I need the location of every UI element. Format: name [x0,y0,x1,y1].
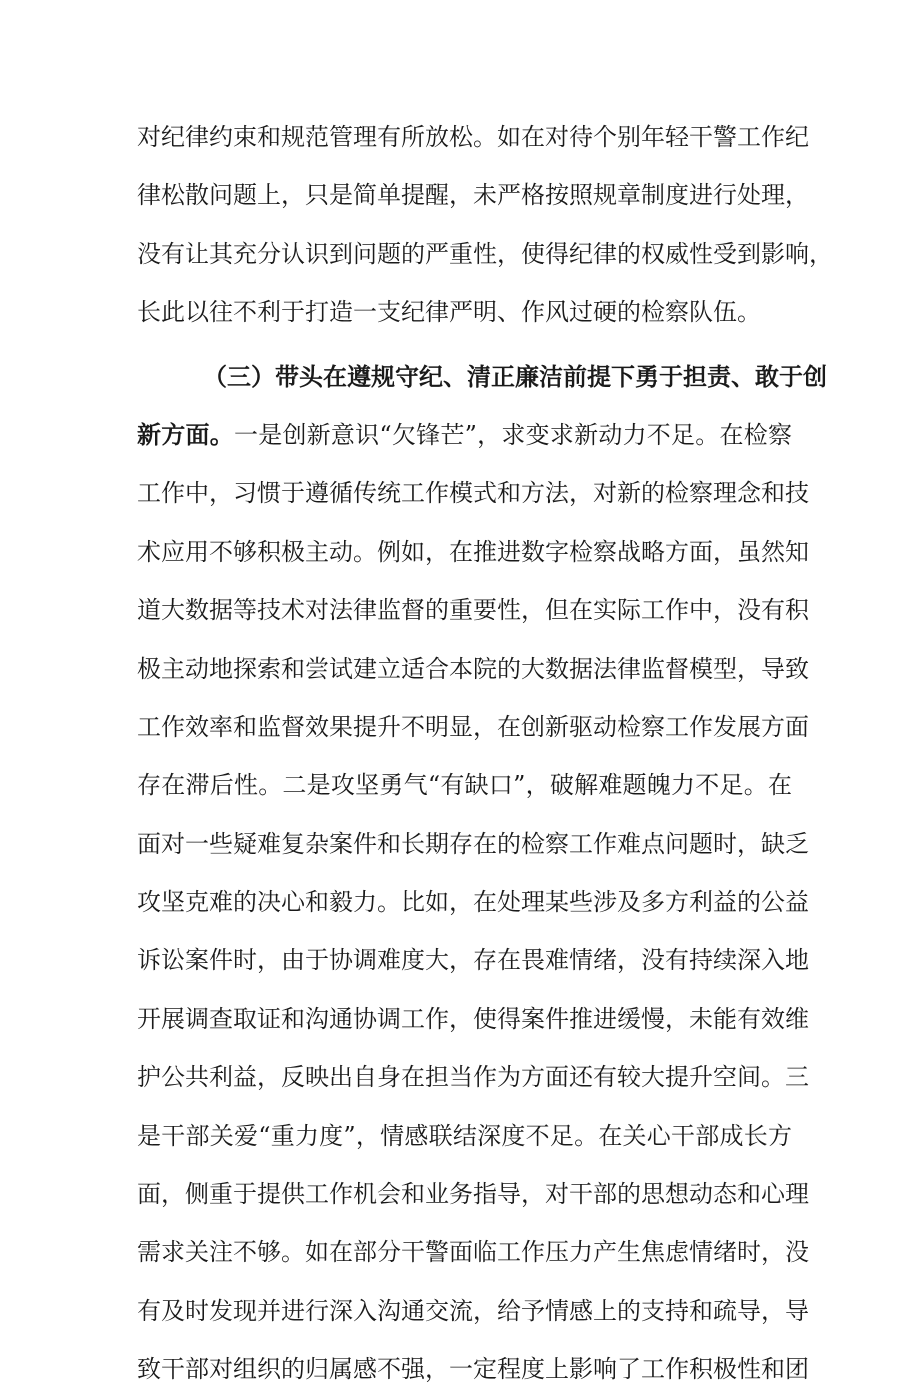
text-line: 面，侧重于提供工作机会和业务指导，对干部的思想动态和心理 [137,1180,809,1209]
text-line: 工作效率和监督效果提升不明显，在创新驱动检察工作发展方面 [137,712,809,741]
text-line: 有及时发现并进行深入沟通交流，给予情感上的支持和疏导，导 [137,1296,809,1325]
text-line: 长此以往不利于打造一支纪律严明、作风过硬的检察队伍。 [137,298,761,327]
text-line: 道大数据等技术对法律监督的重要性，但在实际工作中，没有积 [137,596,809,625]
text-line: 需求关注不够。如在部分干警面临工作压力产生焦虑情绪时，没 [137,1238,809,1267]
text-line: 面对一些疑难复杂案件和长期存在的检察工作难点问题时，缺乏 [137,829,809,858]
text-line: 存在滞后性。二是攻坚勇气“有缺口”，破解难题魄力不足。在 [137,771,792,800]
section-heading: （三）带头在遵规守纪、清正廉洁前提下勇于担责、敢于创 [203,361,827,391]
text-line: 护公共利益，反映出自身在担当作为方面还有较大提升空间。三 [137,1063,809,1092]
text-line: 攻坚克难的决心和毅力。比如，在处理某些涉及多方利益的公益 [137,888,809,917]
text-line: 极主动地探索和尝试建立适合本院的大数据法律监督模型，导致 [137,654,809,683]
document-page [137,108,833,1399]
text-line: 没有让其充分认识到问题的严重性，使得纪律的权威性受到影响， [137,239,833,268]
text-line: 是干部关爱“重力度”，情感联结深度不足。在关心干部成长方 [137,1121,792,1150]
text-line: 对纪律约束和规范管理有所放松。如在对待个别年轻干警工作纪 [137,123,809,151]
text-line: 律松散问题上，只是简单提醒，未严格按照规章制度进行处理， [137,181,809,210]
text-line: 致干部对组织的归属感不强，一定程度上影响了工作积极性和团 [137,1355,809,1384]
text-line [137,406,792,464]
paragraph-discipline [137,108,833,342]
text-run: 一是创新意识“欠锋芒”，求变求新动力不足。在检察 [233,420,793,449]
text-line: 诉讼案件时，由于协调难度大，存在畏难情绪，没有持续深入地 [137,946,809,975]
text-line: 工作中，习惯于遵循传统工作模式和方法，对新的检察理念和技 [137,479,809,508]
text-line: 开展调查取证和沟通协调工作，使得案件推进缓慢，未能有效维 [137,1004,809,1033]
section-heading-end: 新方面。 [137,419,234,449]
text-line: 术应用不够积极主动。例如，在推进数字检察战略方面，虽然知 [137,537,809,566]
paragraph-innovation [137,348,827,1399]
